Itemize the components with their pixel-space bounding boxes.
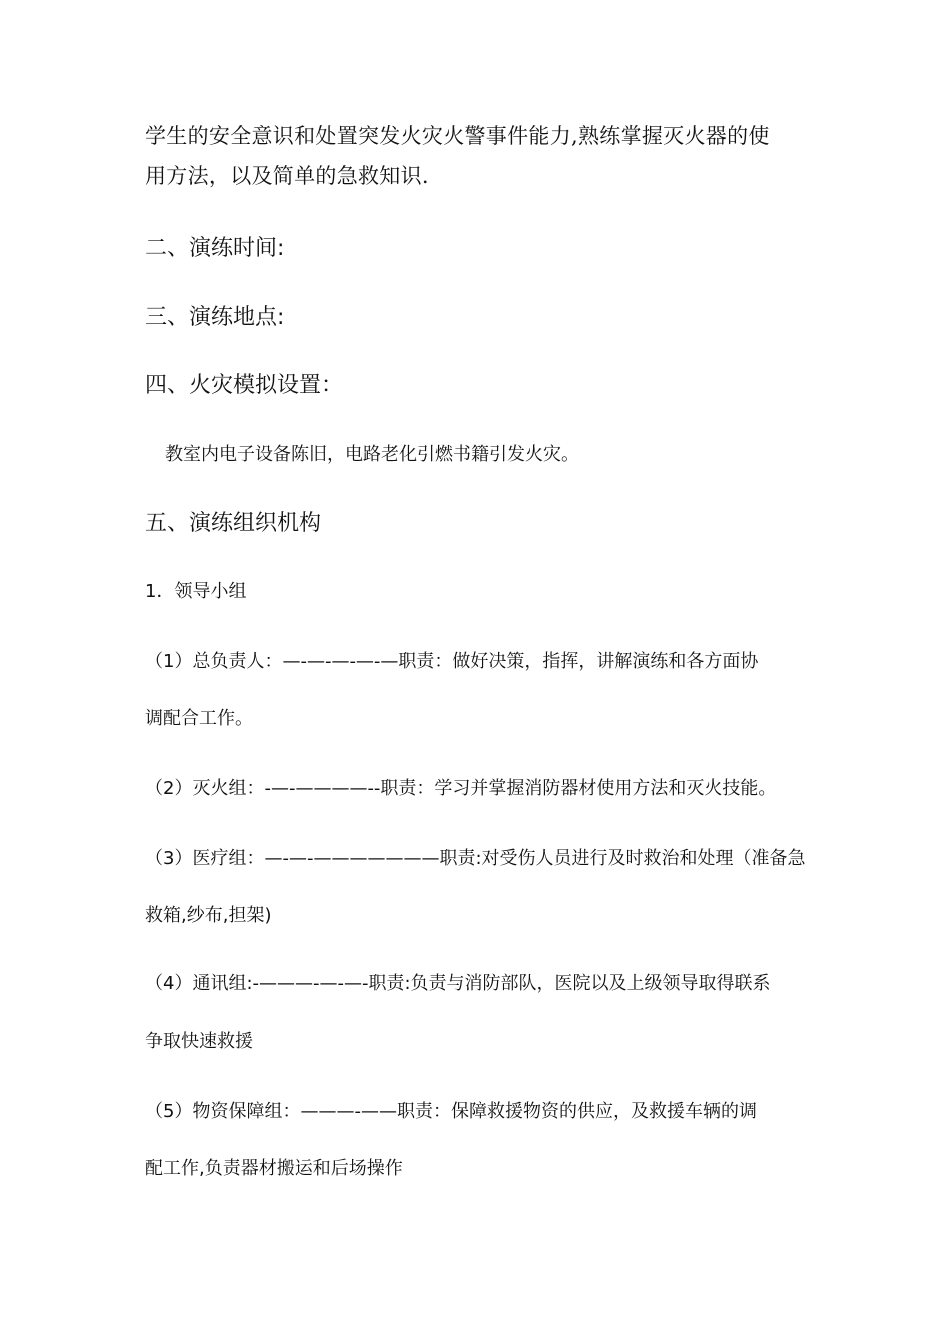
- role-item-3-line-1: （3）医疗组：—-—-———————职责:对受伤人员进行及时救治和处理（准备急: [145, 848, 806, 869]
- fire-setup-description: 教室内电子设备陈旧，电路老化引燃书籍引发火灾。: [165, 444, 579, 465]
- role-item-3-line-2: 救箱,纱布,担架): [145, 905, 272, 926]
- subsection-title-leadership: 1．领导小组: [145, 581, 247, 602]
- role-item-4-line-2: 争取快速救援: [145, 1031, 253, 1052]
- section-heading-organization: 五、演练组织机构: [145, 511, 322, 536]
- section-heading-time: 二、演练时间:: [145, 236, 285, 261]
- role-item-1-line-2: 调配合工作。: [145, 708, 253, 729]
- section-heading-place: 三、演练地点:: [145, 305, 285, 330]
- role-item-4-line-1: （4）通讯组:-———-—-—-职责:负责与消防部队，医院以及上级领导取得联系: [145, 973, 771, 994]
- intro-line-2: 用方法，以及简单的急救知识.: [145, 164, 429, 188]
- role-item-2-line-1: （2）灭火组：-—-————--职责：学习并掌握消防器材使用方法和灭火技能。: [145, 778, 777, 799]
- role-item-5-line-1: （5）物资保障组：———-——职责：保障救援物资的供应，及救援车辆的调: [145, 1101, 757, 1122]
- intro-line-1: 学生的安全意识和处置突发火灾火警事件能力,熟练掌握灭火器的使: [145, 124, 770, 148]
- role-item-5-line-2: 配工作,负责器材搬运和后场操作: [145, 1158, 403, 1179]
- section-heading-fire-setup: 四、火灾模拟设置：: [145, 373, 344, 398]
- role-item-1-line-1: （1）总负责人：—-—-—-—-—职责：做好决策，指挥，讲解演练和各方面协: [145, 651, 759, 672]
